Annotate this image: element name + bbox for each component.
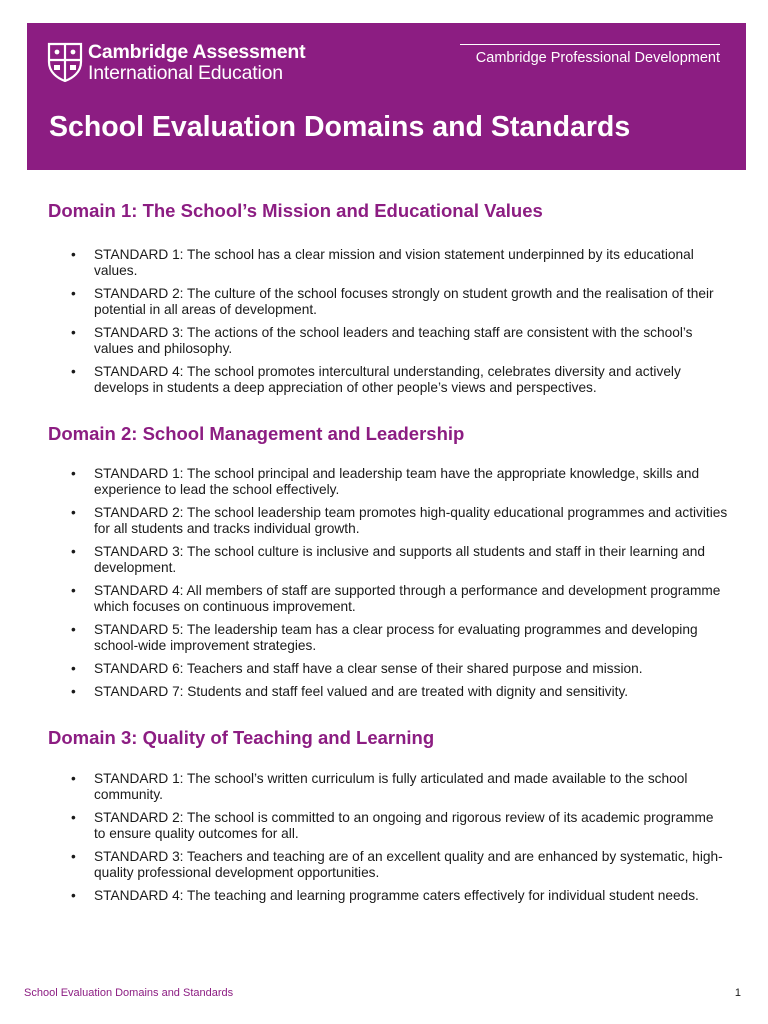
bullet-icon: • [71,285,76,301]
bullet-icon: • [71,543,76,559]
standard-text: STANDARD 1: The school’s written curriculum is fully articulated and made available to the school community. [94,771,688,802]
header-banner [27,23,746,170]
domain-2-standards [68,466,728,707]
list-item [68,771,728,803]
standard-text: STANDARD 1: The school principal and leadership team have the appropriate knowledge, skills and experience to lead the school effectively. [94,466,700,497]
list-item [68,364,728,396]
footer-title: School Evaluation Domains and Standards [24,987,234,999]
list-item [68,684,728,700]
header-divider [460,44,720,45]
bullet-icon: • [71,247,76,262]
bullet-icon: • [71,504,76,520]
standard-text: STANDARD 4: The school promotes intercultural understanding, celebrates diversity and actively develops in students a deep appreciation of other people’s views and perspectives. [94,363,681,395]
domain-heading-2: Domain 2: School Management and Leadership [48,423,465,444]
bullet-icon: • [71,621,76,637]
standard-text: STANDARD 3: The school culture is inclusive and supports all students and staff in their learning and development. [94,543,705,575]
standard-text: STANDARD 6: Teachers and staff have a clear sense of their shared purpose and mission. [94,660,643,676]
list-item [68,583,728,615]
standard-text: STANDARD 2: The school is committed to an ongoing and rigorous review of its academic programme to ensure quality outcomes for all. [94,809,714,841]
bullet-icon: • [71,324,76,340]
standard-text: STANDARD 1: The school has a clear mission and vision statement underpinned by its educational values. [94,247,694,278]
list-item [68,661,728,677]
cambridge-logo [47,42,305,84]
standard-text: STANDARD 7: Students and staff feel valued and are treated with dignity and sensitivity. [94,684,629,700]
list-item [68,622,728,654]
bullet-icon: • [71,466,76,481]
domain-heading-3: Domain 3: Quality of Teaching and Learning [48,727,435,748]
standard-text: STANDARD 3: The actions of the school leaders and teaching staff are consistent with the school’s values and philosophy. [94,324,693,356]
document-title: School Evaluation Domains and Standards [49,111,631,143]
crest-icon [47,42,83,82]
logo-line-1: Cambridge Assessment [88,41,306,63]
list-item [68,888,728,904]
standard-text: STANDARD 2: The culture of the school focuses strongly on student growth and the realisation of their potential in all areas of development. [94,285,714,317]
bullet-icon: • [71,887,76,903]
standard-text: STANDARD 5: The leadership team has a clear process for evaluating programmes and developing school-wide improvement strategies. [94,621,698,653]
bullet-icon: • [71,582,76,598]
page-number: 1 [734,987,741,999]
list-item [68,810,728,842]
list-item [68,466,728,498]
cpd-label: Cambridge Professional Development [475,50,720,66]
list-item [68,247,728,279]
bullet-icon: • [71,363,76,379]
bullet-icon: • [71,660,76,676]
domain-heading-1: Domain 1: The School’s Mission and Educational Values [48,200,543,221]
list-item [68,544,728,576]
standard-text: STANDARD 4: All members of staff are supported through a performance and development programme which focuses on continuous improvement. [94,582,721,614]
standard-text: STANDARD 3: Teachers and teaching are of an excellent quality and are enhanced by systematic, high- quality professional development opportunities. [94,848,723,880]
bullet-icon: • [71,809,76,825]
list-item [68,325,728,357]
bullet-icon: • [71,848,76,864]
list-item [68,505,728,537]
list-item [68,286,728,318]
standard-text: STANDARD 4: The teaching and learning programme caters effectively for individual student needs. [94,887,699,903]
bullet-icon: • [71,771,76,786]
domain-3-standards [68,771,728,911]
domain-1-standards [68,247,728,403]
logo-line-2: International Education [88,62,283,84]
standard-text: STANDARD 2: The school leadership team promotes high-quality educational programmes and activities for all students and tracks individual growth. [94,504,728,536]
bullet-icon: • [71,684,76,700]
list-item [68,849,728,881]
